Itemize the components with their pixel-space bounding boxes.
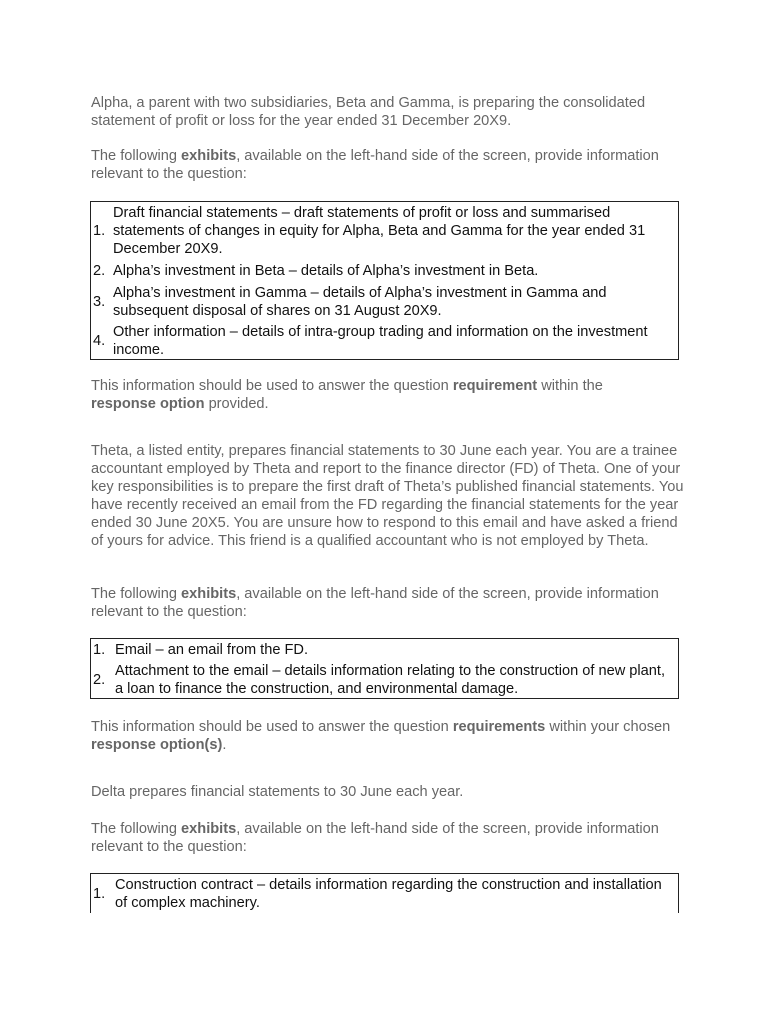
exhibit-text: Attachment to the email – details information relating to the construction of new plant, a loan to finance the construction, and environmental damage. — [115, 663, 666, 697]
text-fragment: . — [222, 737, 227, 753]
alpha-intro-paragraph: Alpha, a parent with two subsidiaries, Beta and Gamma, is preparing the consolidated statement of profit or loss for the year ended 31 December 20X9. — [91, 95, 646, 129]
text-fragment: , available on the left-hand side of the screen, provide information relevant to the question: — [91, 148, 659, 182]
delta-exhibits-intro — [91, 820, 691, 856]
response-options-keyword: response option(s) — [91, 737, 223, 753]
exhibit-number: 2. — [93, 263, 106, 279]
exhibit-number: 4. — [93, 333, 106, 349]
text-fragment: The following — [91, 821, 182, 837]
exhibit-item — [91, 262, 678, 280]
exhibit-item — [91, 284, 678, 320]
theta-exhibit-list — [90, 638, 679, 699]
exhibit-text: Alpha’s investment in Gamma – details of Alpha’s investment in Gamma and subsequent disposal of shares on 31 August 20X9. — [113, 285, 607, 319]
delta-intro-paragraph: Delta prepares financial statements to 30 June each year. — [91, 784, 464, 800]
text-fragment: provided. — [204, 396, 269, 412]
theta-usage-note — [91, 718, 691, 754]
exhibit-item — [91, 641, 678, 659]
exhibit-number: 1. — [93, 886, 106, 902]
exhibit-text: Draft financial statements – draft statements of profit or loss and summarised statements of changes in equity for Alpha, Beta and Gamma for the year ended 31 December 20X9. — [113, 205, 646, 257]
exhibits-keyword: exhibits — [181, 821, 237, 837]
exhibit-item — [91, 662, 678, 698]
exhibit-item — [91, 876, 678, 912]
exhibit-number: 1. — [93, 642, 106, 658]
requirement-keyword: requirement — [452, 378, 538, 394]
exhibit-item — [91, 323, 678, 359]
exhibits-keyword: exhibits — [181, 586, 237, 602]
exhibits-keyword: exhibits — [181, 148, 237, 164]
text-fragment: The following — [91, 586, 182, 602]
exhibit-text: Other information – details of intra-group trading and information on the investment income. — [113, 324, 648, 358]
exhibit-number: 2. — [93, 672, 106, 688]
response-option-keyword: response option — [91, 396, 205, 412]
alpha-exhibits-intro — [91, 147, 691, 183]
text-fragment: , available on the left-hand side of the screen, provide information relevant to the question: — [91, 821, 659, 855]
delta-exhibit-list — [90, 873, 679, 913]
text-fragment: within the — [537, 378, 603, 394]
exhibit-number: 3. — [93, 294, 106, 310]
text-fragment: The following — [91, 148, 182, 164]
text-fragment: within your chosen — [545, 719, 671, 735]
requirements-keyword: requirements — [452, 719, 546, 735]
exhibit-text: Construction contract – details information regarding the construction and installation of complex machinery. — [115, 877, 662, 911]
exhibit-text: Email – an email from the FD. — [115, 642, 309, 658]
alpha-usage-note — [91, 377, 611, 413]
text-fragment: This information should be used to answer the question — [91, 719, 453, 735]
exhibit-item — [91, 204, 678, 258]
alpha-exhibit-list — [90, 201, 679, 360]
theta-exhibits-intro — [91, 585, 691, 621]
exhibit-number: 1. — [93, 223, 106, 239]
exhibit-text: Alpha’s investment in Beta – details of Alpha’s investment in Beta. — [113, 263, 539, 279]
theta-intro-paragraph: Theta, a listed entity, prepares financial statements to 30 June each year. You are a trainee accountant employed by Theta and report to the finance director (FD) of Theta. One of your key responsibilities is to prepare the first draft of Theta’s published financial statements. You have recently received an email from the FD regarding the financial statements for the year ended 30 June 20X5. You are unsure how to respond to this email and have asked a friend of yours for advice. This friend is a qualified accountant who is not employed by Theta. — [91, 443, 684, 549]
text-fragment: This information should be used to answer the question — [91, 378, 453, 394]
text-fragment: , available on the left-hand side of the screen, provide information relevant to the question: — [91, 586, 659, 620]
